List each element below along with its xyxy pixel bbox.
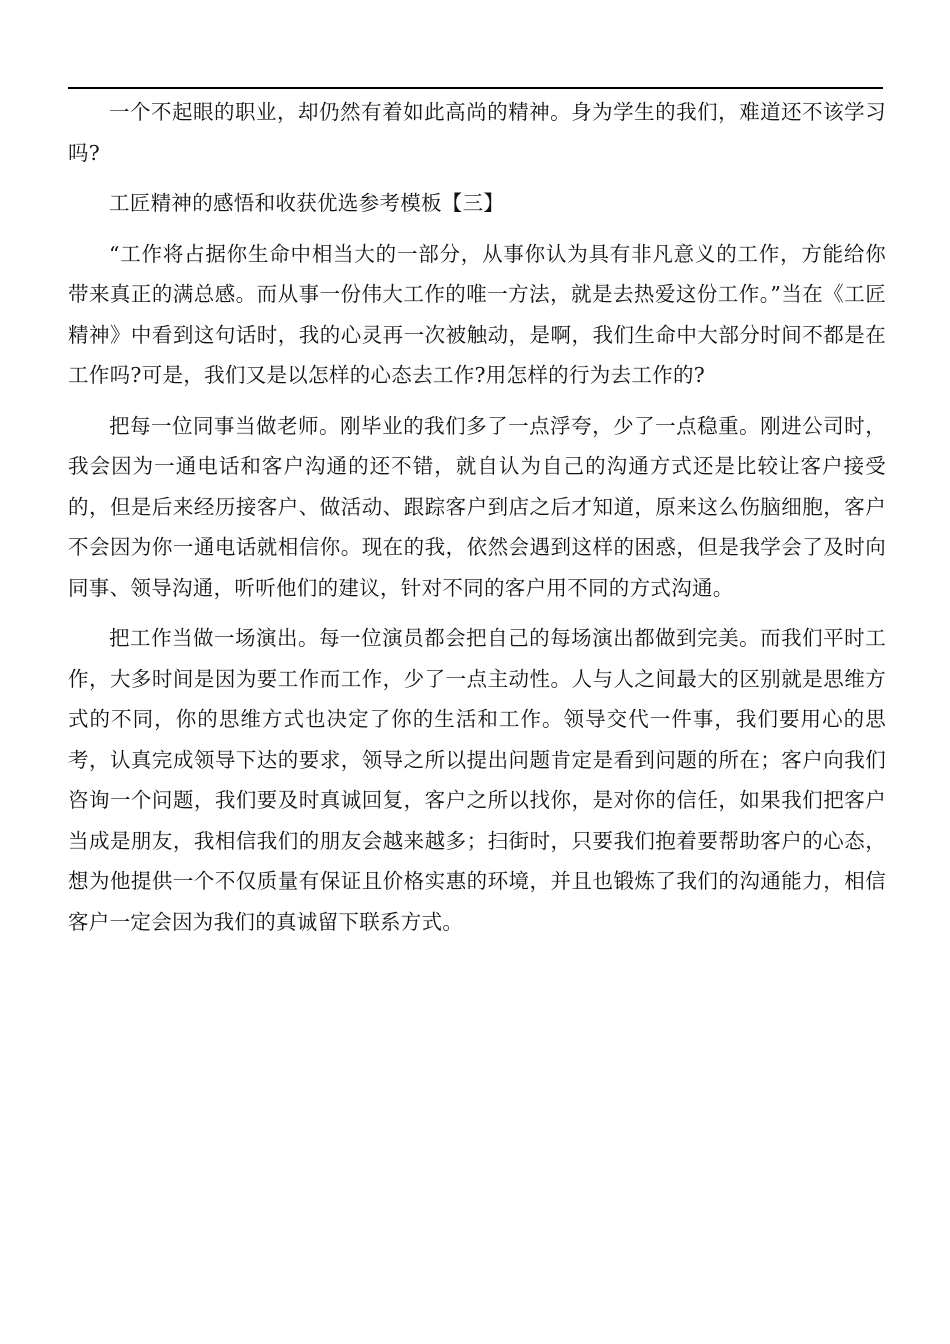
document-body (68, 92, 886, 952)
paragraph-quote: “工作将占据你生命中相当大的一部分，从事你认为具有非凡意义的工作，方能给你带来真正的满总感。而从事一份伟大工作的唯一方法，就是去热爱这份工作。”当在《工匠精神》中看到这句话时，我的心灵再一次被触动，是啊，我们生命中大部分时间不都是在工作吗?可是，我们又是以怎样的心态去工作?用怎样的行为去工作的? (68, 241, 886, 387)
paragraph-continuation: 一个不起眼的职业，却仍然有着如此高尚的精神。身为学生的我们，难道还不该学习吗? (68, 100, 886, 165)
section-heading: 工匠精神的感悟和收获优选参考模板【三】 (109, 191, 505, 215)
header-rule (68, 87, 883, 89)
paragraph-colleague-teacher: 把每一位同事当做老师。刚毕业的我们多了一点浮夸，少了一点稳重。刚进公司时，我会因为一通电话和客户沟通的还不错，就自认为自己的沟通方式还是比较让客户接受的，但是后来经历接客户、做活动、跟踪客户到店之后才知道，原来这么伤脑细胞，客户不会因为你一通电话就相信你。现在的我，依然会遇到这样的困惑，但是我学会了及时向同事、领导沟通，听听他们的建议，针对不同的客户用不同的方式沟通。 (68, 413, 886, 600)
paragraph-work-performance: 把工作当做一场演出。每一位演员都会把自己的每场演出都做到完美。而我们平时工作，大多时间是因为要工作而工作，少了一点主动性。人与人之间最大的区别就是思维方式的不同，你的思维方式也决定了你的生活和工作。领导交代一件事，我们要用心的思考，认真完成领导下达的要求，领导之所以提出问题肯定是看到问题的所在；客户向我们咨询一个问题，我们要及时真诚回复，客户之所以找你，是对你的信任，如果我们把客户当成是朋友，我相信我们的朋友会越来越多；扫街时，只要我们抱着要帮助客户的心态，想为他提供一个不仅质量有保证且价格实惠的环境，并且也锻炼了我们的沟通能力，相信客户一定会因为我们的真诚留下联系方式。 (68, 626, 886, 934)
